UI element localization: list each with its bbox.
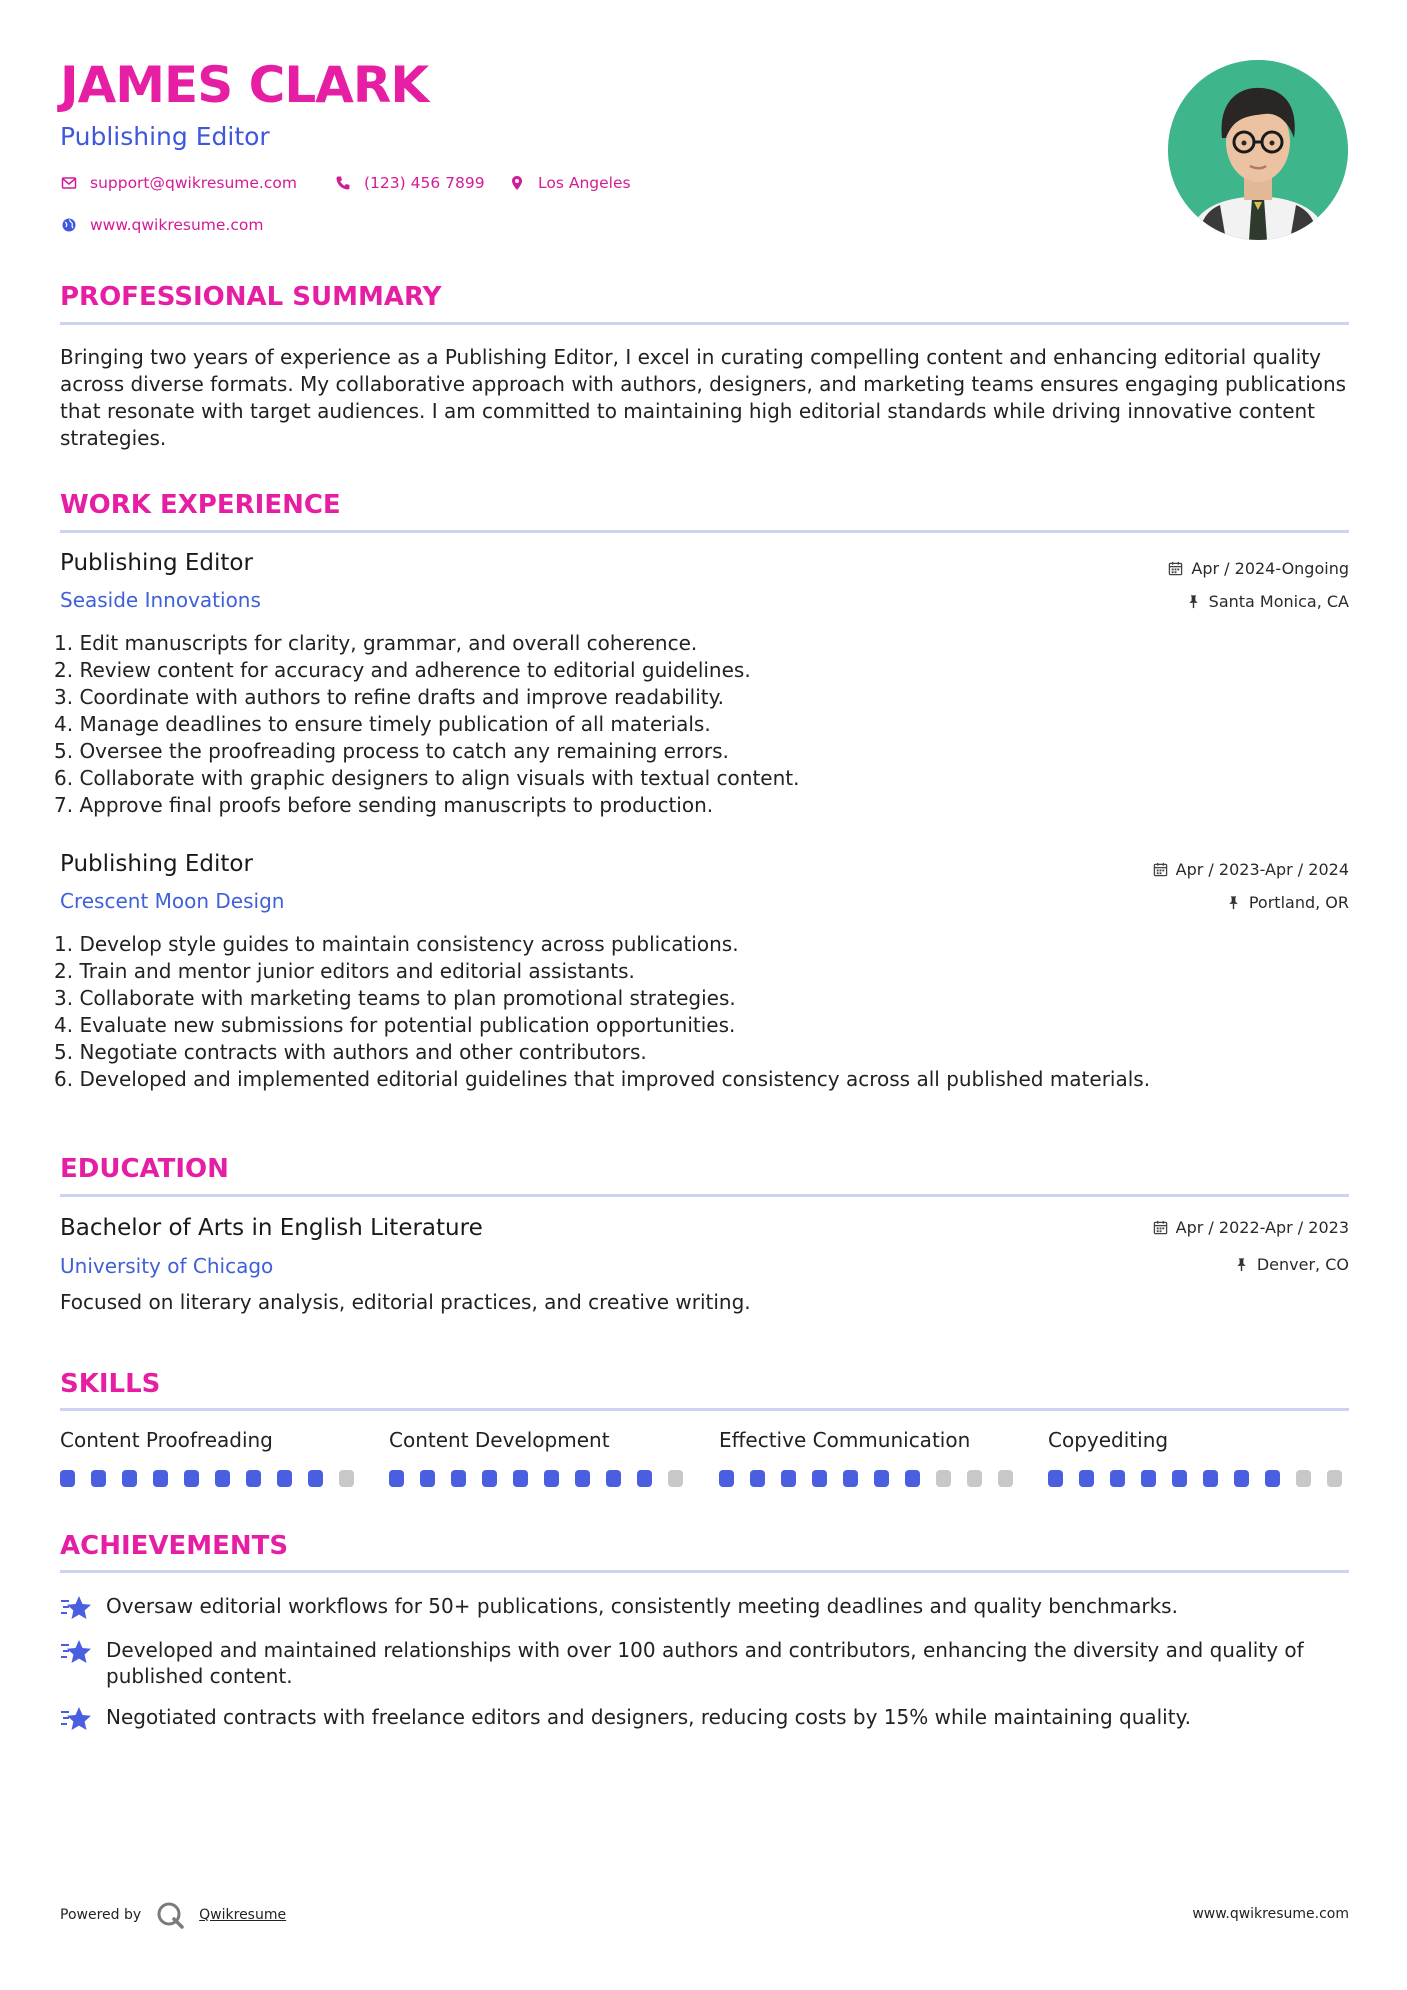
list-item: 4. Manage deadlines to ensure timely publication of all materials. xyxy=(54,712,711,736)
calendar-icon xyxy=(1153,1220,1168,1235)
skill-2 xyxy=(389,1428,689,1487)
rating-dot-filled xyxy=(1265,1470,1280,1487)
rating-dot-empty xyxy=(339,1470,354,1487)
rating-dot-filled xyxy=(60,1470,75,1487)
job-1-dates xyxy=(1168,559,1349,578)
rating-dot-filled xyxy=(719,1470,734,1487)
summary-divider xyxy=(60,322,1349,325)
list-item: 1. Develop style guides to maintain consistency across publications. xyxy=(54,932,739,956)
rating-dot-filled xyxy=(544,1470,559,1487)
map-pin-icon xyxy=(508,174,526,192)
rating-dot-filled xyxy=(606,1470,621,1487)
rating-dot-empty xyxy=(1296,1470,1311,1487)
qwikresume-link[interactable]: Qwikresume xyxy=(199,1907,287,1923)
skill-3 xyxy=(719,1428,1019,1487)
rating-dot-empty xyxy=(998,1470,1013,1487)
skill-4 xyxy=(1048,1428,1348,1487)
envelope-icon xyxy=(60,174,78,192)
profile-photo xyxy=(1168,60,1348,240)
skill-2-name: Content Development xyxy=(389,1428,610,1452)
calendar-icon xyxy=(1153,862,1168,877)
list-item: 3. Collaborate with marketing teams to plan promotional strategies. xyxy=(54,986,736,1010)
rating-dot-filled xyxy=(575,1470,590,1487)
rating-dot-filled xyxy=(122,1470,137,1487)
contact-email[interactable] xyxy=(60,174,297,192)
list-item: 6. Collaborate with graphic designers to align visuals with textual content. xyxy=(54,766,800,790)
star-icon xyxy=(60,1705,92,1735)
job-1-company: Seaside Innovations xyxy=(60,588,261,612)
phone-icon xyxy=(334,174,352,192)
footer-website[interactable]: www.qwikresume.com xyxy=(1192,1906,1349,1922)
calendar-icon xyxy=(1168,561,1183,576)
globe-icon xyxy=(60,216,78,234)
list-item: 3. Coordinate with authors to refine drafts and improve readability. xyxy=(54,685,724,709)
contact-location xyxy=(508,174,631,192)
achievement-item xyxy=(60,1704,1350,1735)
job-2-location xyxy=(1226,893,1349,912)
achievement-text: Developed and maintained relationships with over 100 authors and contributors, enhancing the diversity and quality of published content. xyxy=(106,1638,1304,1688)
skills-divider xyxy=(60,1408,1349,1411)
rating-dot-filled xyxy=(1110,1470,1125,1487)
rating-dot-filled xyxy=(843,1470,858,1487)
rating-dot-filled xyxy=(91,1470,106,1487)
education-school: University of Chicago xyxy=(60,1254,274,1278)
skill-1-rating xyxy=(60,1470,360,1487)
pushpin-icon xyxy=(1226,895,1241,910)
job-2-location-text: Portland, OR xyxy=(1248,893,1349,912)
list-item: 2. Train and mentor junior editors and editorial assistants. xyxy=(54,959,635,983)
rating-dot-filled xyxy=(277,1470,292,1487)
avatar xyxy=(1168,60,1348,240)
skill-1-name: Content Proofreading xyxy=(60,1428,273,1452)
education-description: Focused on literary analysis, editorial practices, and creative writing. xyxy=(60,1290,751,1314)
rating-dot-filled xyxy=(1141,1470,1156,1487)
rating-dot-filled xyxy=(1048,1470,1063,1487)
rating-dot-filled xyxy=(874,1470,889,1487)
achievement-text: Oversaw editorial workflows for 50+ publications, consistently meeting deadlines and quality benchmarks. xyxy=(106,1594,1178,1618)
pushpin-icon xyxy=(1186,594,1201,609)
list-item: 5. Negotiate contracts with authors and other contributors. xyxy=(54,1040,647,1064)
achievements-divider xyxy=(60,1570,1349,1573)
education-location xyxy=(1234,1255,1349,1274)
job-1-location xyxy=(1186,592,1349,611)
pushpin-icon xyxy=(1234,1257,1249,1272)
list-item: 5. Oversee the proofreading process to catch any remaining errors. xyxy=(54,739,729,763)
rating-dot-filled xyxy=(750,1470,765,1487)
list-item: 7. Approve final proofs before sending manuscripts to production. xyxy=(54,793,714,817)
rating-dot-empty xyxy=(1327,1470,1342,1487)
education-location-text: Denver, CO xyxy=(1256,1255,1349,1274)
achievement-item xyxy=(60,1593,1350,1624)
website-text: www.qwikresume.com xyxy=(90,216,264,234)
rating-dot-filled xyxy=(153,1470,168,1487)
location-text: Los Angeles xyxy=(538,174,631,192)
rating-dot-filled xyxy=(308,1470,323,1487)
email-text: support@qwikresume.com xyxy=(90,174,297,192)
job-1-dates-text: Apr / 2024-Ongoing xyxy=(1191,559,1349,578)
list-item: 2. Review content for accuracy and adherence to editorial guidelines. xyxy=(54,658,751,682)
rating-dot-filled xyxy=(781,1470,796,1487)
job-2-dates xyxy=(1153,860,1349,879)
skill-3-rating xyxy=(719,1470,1019,1487)
education-dates-text: Apr / 2022-Apr / 2023 xyxy=(1175,1218,1349,1237)
rating-dot-filled xyxy=(905,1470,920,1487)
summary-text: Bringing two years of experience as a Publishing Editor, I excel in curating compelling content and enhancing editorial quality across diverse formats. My collaborative approach with authors, designers, and marketing teams ensures engaging publications that resonate with target audiences. I am committed to maintaining high editorial standards while driving innovative content strategies. xyxy=(60,345,1347,450)
rating-dot-filled xyxy=(1203,1470,1218,1487)
qwikresume-logo-icon xyxy=(155,1900,185,1930)
skill-4-name: Copyediting xyxy=(1048,1428,1169,1452)
summary-heading: PROFESSIONAL SUMMARY xyxy=(60,282,442,312)
list-item: 6. Developed and implemented editorial guidelines that improved consistency across all published materials. xyxy=(54,1067,1151,1091)
rating-dot-filled xyxy=(637,1470,652,1487)
job-2-title: Publishing Editor xyxy=(60,851,253,877)
rating-dot-empty xyxy=(936,1470,951,1487)
skill-3-name: Effective Communication xyxy=(719,1428,971,1452)
rating-dot-filled xyxy=(184,1470,199,1487)
experience-divider xyxy=(60,530,1349,533)
rating-dot-filled xyxy=(1079,1470,1094,1487)
rating-dot-empty xyxy=(668,1470,683,1487)
achievement-text: Negotiated contracts with freelance editors and designers, reducing costs by 15% while maintaining quality. xyxy=(106,1705,1191,1729)
contact-phone[interactable] xyxy=(334,174,485,192)
rating-dot-filled xyxy=(812,1470,827,1487)
skills-heading: SKILLS xyxy=(60,1369,161,1399)
candidate-role: Publishing Editor xyxy=(60,122,270,151)
rating-dot-filled xyxy=(215,1470,230,1487)
rating-dot-filled xyxy=(1172,1470,1187,1487)
achievement-item xyxy=(60,1637,1350,1689)
star-icon xyxy=(60,1638,92,1668)
job-1-location-text: Santa Monica, CA xyxy=(1208,592,1349,611)
job-2-bullets xyxy=(54,931,1344,1093)
list-item: 1. Edit manuscripts for clarity, grammar, and overall coherence. xyxy=(54,631,698,655)
rating-dot-filled xyxy=(389,1470,404,1487)
star-icon xyxy=(60,1594,92,1624)
job-1-bullets xyxy=(54,630,1344,819)
achievements-heading: ACHIEVEMENTS xyxy=(60,1531,289,1561)
education-degree: Bachelor of Arts in English Literature xyxy=(60,1215,483,1241)
job-2-company: Crescent Moon Design xyxy=(60,889,285,913)
skill-1 xyxy=(60,1428,360,1487)
rating-dot-filled xyxy=(451,1470,466,1487)
education-divider xyxy=(60,1194,1349,1197)
candidate-name: JAMES CLARK xyxy=(60,56,429,114)
job-2-dates-text: Apr / 2023-Apr / 2024 xyxy=(1175,860,1349,879)
footer-powered-by xyxy=(60,1900,286,1930)
education-heading: EDUCATION xyxy=(60,1154,229,1184)
phone-text: (123) 456 7899 xyxy=(364,174,485,192)
list-item: 4. Evaluate new submissions for potential publication opportunities. xyxy=(54,1013,736,1037)
rating-dot-filled xyxy=(1234,1470,1249,1487)
skill-4-rating xyxy=(1048,1470,1348,1487)
powered-by-label: Powered by xyxy=(60,1907,142,1923)
rating-dot-filled xyxy=(420,1470,435,1487)
rating-dot-empty xyxy=(967,1470,982,1487)
rating-dot-filled xyxy=(513,1470,528,1487)
skill-2-rating xyxy=(389,1470,689,1487)
experience-heading: WORK EXPERIENCE xyxy=(60,490,341,520)
job-1-title: Publishing Editor xyxy=(60,550,253,576)
contact-website[interactable] xyxy=(60,216,263,234)
rating-dot-filled xyxy=(482,1470,497,1487)
education-dates xyxy=(1153,1218,1349,1237)
rating-dot-filled xyxy=(246,1470,261,1487)
